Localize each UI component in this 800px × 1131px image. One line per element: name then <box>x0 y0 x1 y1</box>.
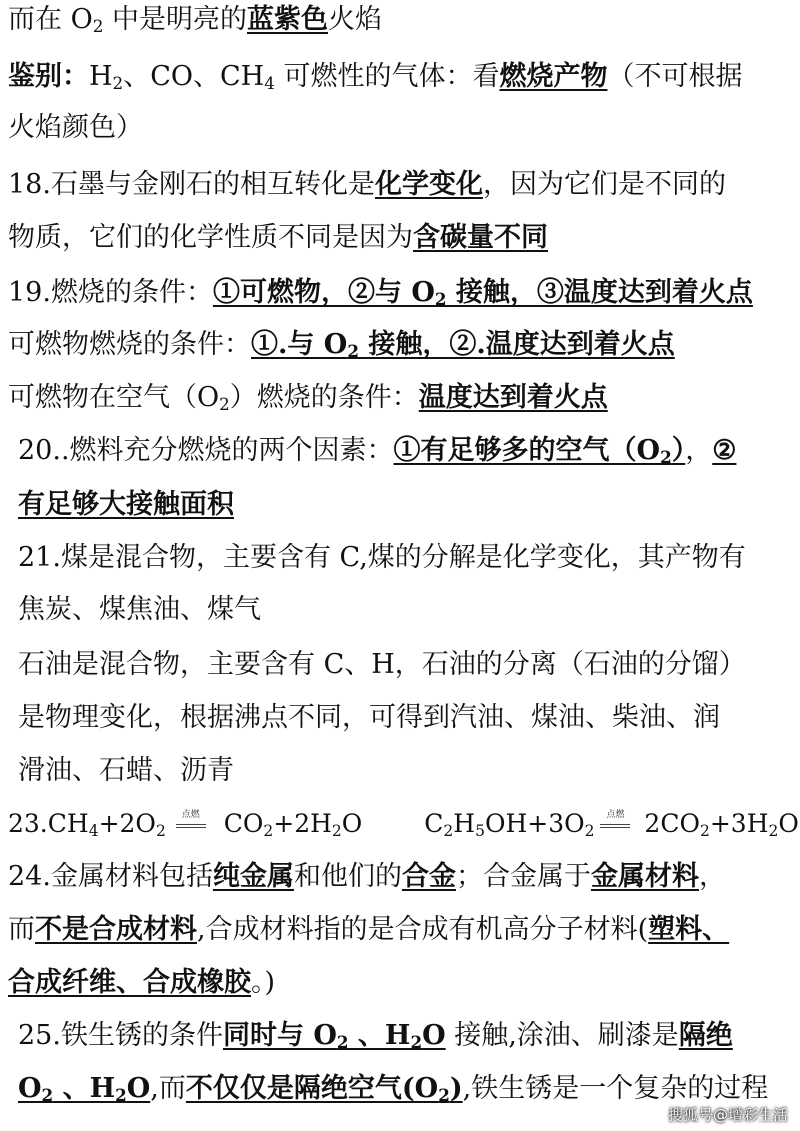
keyword-answer: 金属材料 <box>590 861 699 892</box>
text-segment: 可燃物燃烧的条件： <box>8 329 251 360</box>
line-21 <box>18 1071 794 1107</box>
equation-methane <box>8 809 362 838</box>
text-segment: 火焰 <box>327 4 382 35</box>
reaction-condition: 点燃 <box>181 809 200 820</box>
text-segment: O <box>126 1073 151 1104</box>
text-segment: 滑油、石蜡、沥青 <box>18 755 234 786</box>
line-2 <box>8 59 794 95</box>
keyword-answer: 蓝紫色 <box>246 4 328 35</box>
text-segment: ,而 <box>150 1073 186 1104</box>
divider <box>600 827 630 828</box>
keyword-answer <box>394 435 686 466</box>
text-segment: 19.燃烧的条件： <box>8 277 213 308</box>
subscript: 5 <box>475 821 485 840</box>
text-segment: +2H <box>273 809 332 838</box>
subscript: 2 <box>699 821 710 840</box>
text-segment: 接触，③温度达到着火点 <box>446 277 753 308</box>
text-segment: 和他们的 <box>293 861 402 892</box>
keyword-answer <box>223 1020 446 1051</box>
text-segment: 物质，它们的化学性质不同是因为 <box>8 222 413 253</box>
text-segment: ；合金属于 <box>455 861 591 892</box>
text-segment: 18.石墨与金刚石的相互转化是 <box>8 169 375 200</box>
line-4 <box>8 167 794 203</box>
text-segment: 而 <box>8 914 35 945</box>
keyword-answer <box>186 1073 463 1104</box>
text-segment: 。) <box>251 967 276 998</box>
text-segment: +2O <box>98 809 156 838</box>
line-1 <box>8 2 794 38</box>
text-segment: 不仅仅是隔绝空气(O <box>185 1073 439 1104</box>
text-segment: H <box>89 61 113 92</box>
text-segment: 是物理变化，根据沸点不同，可得到汽油、煤油、柴油、润 <box>18 702 720 733</box>
keyword-answer: 有足够大接触面积 <box>18 489 234 520</box>
text-segment: ①.与 O <box>251 329 348 360</box>
text-segment: ,铁生锈是一个复杂的过程 <box>462 1073 769 1104</box>
line-18 <box>8 912 794 948</box>
text-segment: 21.煤是混合物，主要含有 C,煤的分解是化学变化，其产物有 <box>18 542 746 573</box>
keyword-answer: 温度达到着火点 <box>418 382 608 413</box>
keyword-answer <box>251 329 675 360</box>
text-segment: 中是明亮的 <box>103 4 247 35</box>
text-segment: H <box>453 809 476 838</box>
keyword-answer: 含碳量不同 <box>413 222 548 253</box>
text-segment: ， <box>685 435 713 466</box>
subscript: 2 <box>434 289 447 310</box>
subscript: 2 <box>155 821 166 840</box>
reaction-arrow <box>174 809 208 836</box>
keyword-answer: 合金 <box>401 861 456 892</box>
line-9 <box>18 433 794 469</box>
line-7 <box>8 327 794 363</box>
keyword-answer: 塑料、 <box>648 914 730 945</box>
text-segment: ) <box>449 1073 463 1104</box>
line-11 <box>18 540 794 576</box>
text-segment: 而在 O <box>8 4 93 35</box>
text-segment: O <box>778 809 799 838</box>
text-segment: 24.金属材料包括 <box>8 861 213 892</box>
subscript: 2 <box>331 821 342 840</box>
line-12 <box>18 592 794 628</box>
subscript: 2 <box>768 821 779 840</box>
line-20 <box>18 1018 794 1054</box>
line-8 <box>8 380 794 416</box>
text-segment: O <box>341 809 363 838</box>
text-segment: 25.铁生锈的条件 <box>18 1020 223 1051</box>
line-6 <box>8 275 794 311</box>
text-segment: 20..燃料充分燃烧的两个因素： <box>18 435 394 466</box>
subscript: 2 <box>336 1032 349 1053</box>
line-15 <box>18 753 794 789</box>
text-segment: ,合成材料指的是合成有机高分子材料( <box>197 914 649 945</box>
text-segment: ） <box>671 435 686 466</box>
subscript: 2 <box>92 16 104 37</box>
text-segment: ①有足够多的空气（O <box>393 435 661 466</box>
text-segment: C <box>424 809 444 838</box>
subscript: 2 <box>41 1085 54 1106</box>
text-segment: 同时与 O <box>222 1020 337 1051</box>
line-5 <box>8 220 794 256</box>
keyword-answer: 燃烧产物 <box>499 61 608 92</box>
text-segment: ， <box>698 861 726 892</box>
line-16-equations <box>8 806 799 842</box>
keyword-answer: 合成纤维、合成橡胶 <box>8 967 251 998</box>
keyword-answer: ② <box>712 435 737 466</box>
subscript: 4 <box>88 821 99 840</box>
line-19 <box>8 965 794 1001</box>
subscript: 2 <box>219 394 230 415</box>
text-segment: 接触，②.温度达到着火点 <box>358 329 675 360</box>
line-3 <box>8 110 794 146</box>
line-14 <box>18 700 794 736</box>
subscript: 2 <box>410 1032 423 1053</box>
subscript: 2 <box>443 821 454 840</box>
keyword-answer: 隔绝 <box>678 1020 733 1051</box>
subscript: 2 <box>112 73 124 94</box>
keyword-answer: 不是合成材料 <box>35 914 197 945</box>
text-segment: O <box>18 1073 42 1104</box>
text-segment: 可燃物在空气（O <box>8 382 220 413</box>
divider <box>176 824 206 825</box>
text-segment: 2CO <box>636 809 700 838</box>
subscript: 2 <box>660 447 672 468</box>
watermark: 搜狐号@增彩生活 <box>667 1106 788 1124</box>
keyword-answer: 纯金属 <box>212 861 294 892</box>
text-segment: O <box>422 1020 446 1051</box>
reaction-condition: 点燃 <box>606 809 625 820</box>
label-bold: 鉴别： <box>8 61 89 92</box>
text-segment: 、H <box>348 1020 411 1051</box>
text-segment: ）燃烧的条件： <box>229 382 419 413</box>
keyword-answer <box>213 277 753 308</box>
text-segment: （不可根据 <box>607 61 743 92</box>
text-segment: ①可燃物，②与 O <box>212 277 435 308</box>
subscript: 4 <box>264 73 275 94</box>
text-segment: 火焰颜色） <box>8 112 143 143</box>
keyword-answer <box>18 1073 150 1104</box>
divider <box>176 827 206 828</box>
divider <box>600 824 630 825</box>
text-segment: 、CO、CH <box>123 61 265 92</box>
line-17 <box>8 859 794 895</box>
text-segment: 、H <box>53 1073 116 1104</box>
text-segment: 石油是混合物，主要含有 C、H，石油的分离（石油的分馏） <box>18 649 746 680</box>
reaction-arrow <box>598 809 632 836</box>
text-segment: CO <box>215 809 264 838</box>
subscript: 2 <box>115 1085 127 1106</box>
subscript: 2 <box>347 341 359 362</box>
text-segment: OH+3O <box>484 809 585 838</box>
subscript: 2 <box>438 1085 450 1106</box>
text-segment: 焦炭、煤焦油、煤气 <box>18 594 261 625</box>
keyword-answer: 化学变化 <box>374 169 483 200</box>
equation-ethanol <box>424 809 799 838</box>
text-segment: 23.CH <box>8 809 89 838</box>
subscript: 2 <box>584 821 595 840</box>
text-segment: 可燃性的气体：看 <box>274 61 500 92</box>
line-10 <box>18 487 794 523</box>
subscript: 2 <box>263 821 274 840</box>
text-segment: 接触,涂油、刷漆是 <box>445 1020 679 1051</box>
text-segment: ，因为它们是不同的 <box>482 169 726 200</box>
line-13 <box>18 647 794 683</box>
text-segment: +3H <box>709 809 769 838</box>
